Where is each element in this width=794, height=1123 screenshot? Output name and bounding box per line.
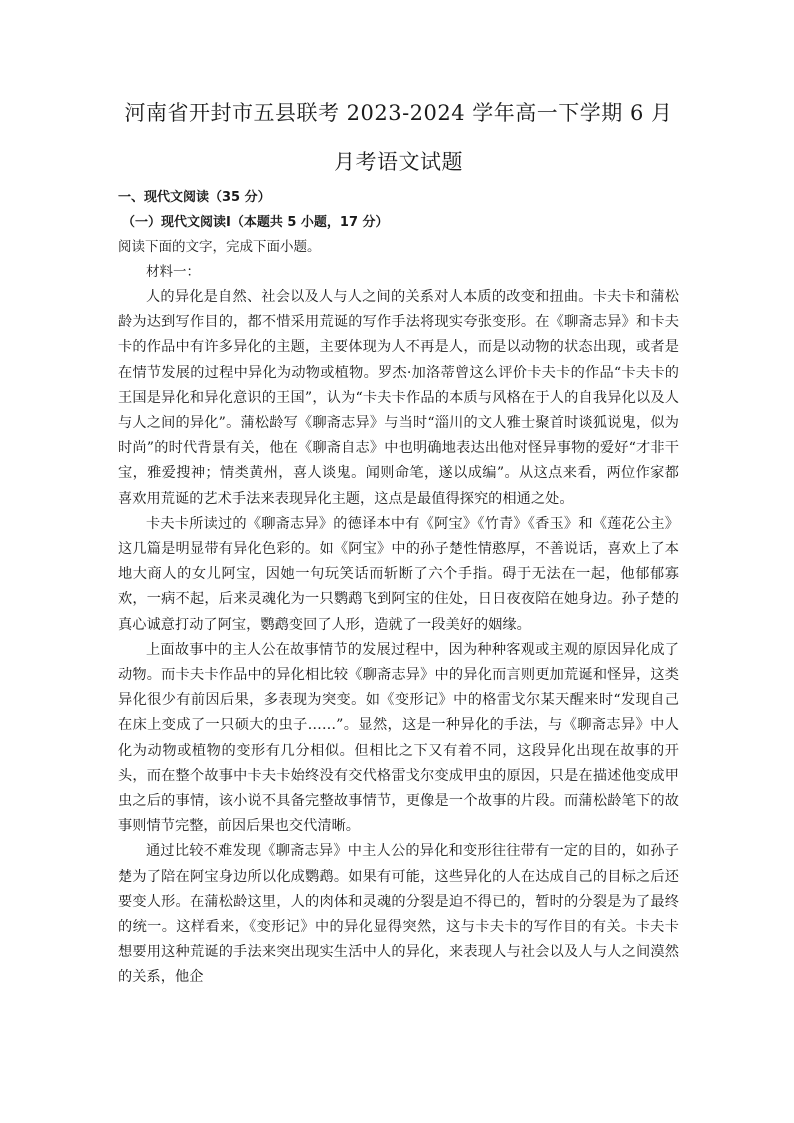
reading-instruction: 阅读下面的文字，完成下面小题。 (118, 239, 321, 255)
paragraph-3: 上面故事中的主人公在故事情节的发展过程中，因为种种客观或主观的原因异化成了动物。而卡夫卡作品中的异化相比较《聊斋志异》中的异化而言则更加荒诞和怪异，这类异化很少有前因后果，多表现为突变。如《变形记》中的格雷戈尔某天醒来时“发现自己在床上变成了一只硕大的虫子……”。显然，这是一种异化的手法，与《聊斋志异》中人化为动物或植物的变形有几分相似。但相比之下又有着不同，这段异化出现在故事的开头，而在整个故事中卡夫卡始终没有交代格雷戈尔变成甲虫的原因，只是在描述他变成甲虫之后的事情，该小说不具备完整故事情节，更像是一个故事的片段。而蒲松龄笔下的故事则情节完整，前因后果也交代清晰。 (118, 641, 679, 835)
exam-title-line1: 河南省开封市五县联考 2023-2024 学年高一下学期 6 月 (124, 101, 673, 125)
section-heading-modern-reading: 一、现代文阅读（35 分） (118, 190, 271, 205)
exam-title-line2: 月考语文试题 (334, 150, 463, 174)
material-one-label: 材料一： (146, 264, 200, 280)
paragraph-4: 通过比较不难发现《聊斋志异》中主人公的异化和变形往往带有一定的目的，如孙子楚为了陪在阿宝身边所以化成鹦鹉。如果有可能，这些异化的人在达成自己的目标之后还要变人形。在蒲松龄这里，人的肉体和灵魂的分裂是迫不得已的，暂时的分裂是为了最终的统一。这样看来，《变形记》中的异化显得突然，这与卡夫卡的写作目的有关。卡夫卡想要用这种荒诞的手法来突出现实生活中人的异化，来表现人与社会以及人与人之间漠然的关系，他企 (118, 843, 679, 986)
paragraph-2: 卡夫卡所读过的《聊斋志异》的德译本中有《阿宝》《竹青》《香玉》和《莲花公主》这几篇是明显带有异化色彩的。如《阿宝》中的孙子楚性情憨厚，不善说话，喜欢上了本地大商人的女儿阿宝，因她一句玩笑话而斩断了六个手指。碍于无法在一起，他郁郁寡欢，一病不起，后来灵魂化为一只鹦鹉飞到阿宝的住处，日日夜夜陪在她身边。孙子楚的真心诚意打动了阿宝，鹦鹉变回了人形，造就了一段美好的姻缘。 (118, 515, 679, 633)
paragraph-1: 人的异化是自然、社会以及人与人之间的关系对人本质的改变和扭曲。卡夫卡和蒲松龄为达到写作目的，都不惜采用荒诞的写作手法将现实夸张变形。在《聊斋志异》和卡夫卡的作品中有许多异化的主题，主要体现为人不再是人，而是以动物的状态出现，或者是在情节发展的过程中异化为动物或植物。罗杰·加洛蒂曾这么评价卡夫卡的作品“卡夫卡的王国是异化和异化意识的王国”，认为“卡夫卡作品的本质与风格在于人的自我异化以及人与人之间的异化”。蒲松龄写《聊斋志异》与当时“淄川的文人雅士聚首时谈狐说鬼，似为时尚”的时代背景有关，他在《聊斋自志》中也明确地表达出他对怪异事物的爱好“才非干宝，雅爱搜神；情类黄州，喜人谈鬼。闻则命笔，遂以成编”。从这点来看，两位作家都喜欢用荒诞的艺术手法来表现异化主题，这点是最值得探究的相通之处。 (118, 289, 679, 507)
subsection-heading-reading-one: （一）现代文阅读Ⅰ（本题共 5 小题，17 分） (122, 215, 389, 230)
